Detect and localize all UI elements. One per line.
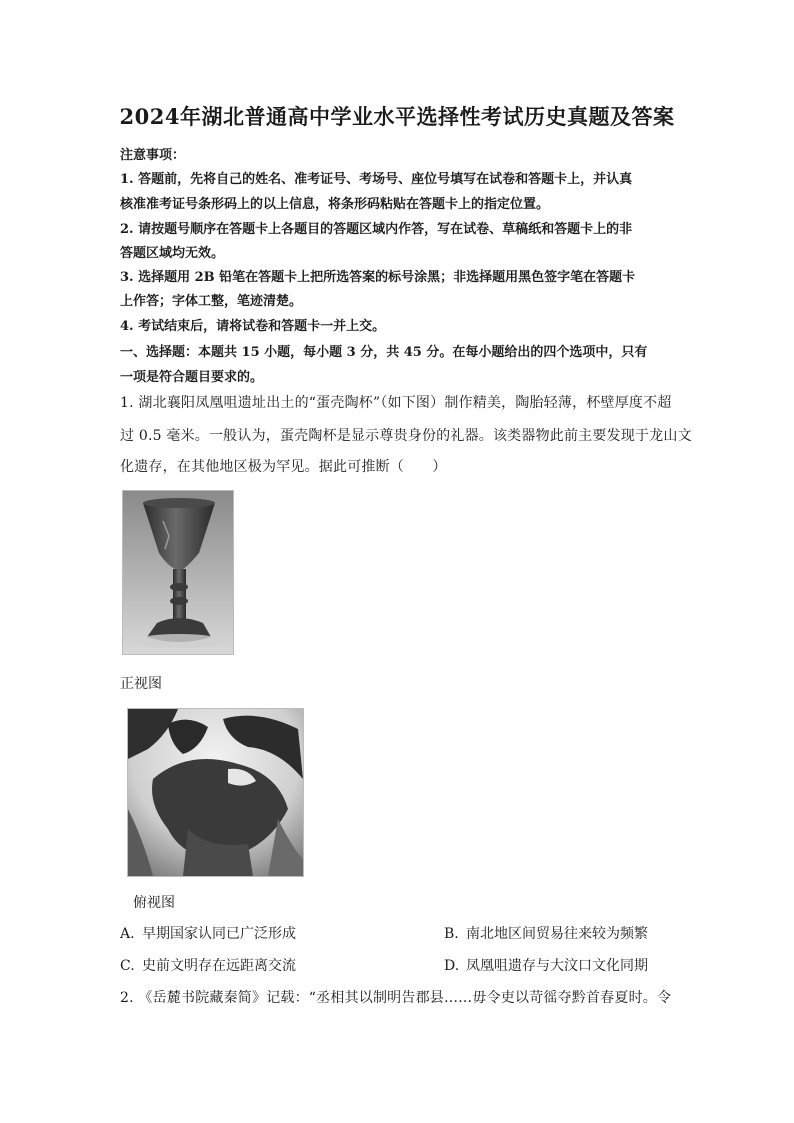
notice-line: 1. 答题前，先将自己的姓名、准考证号、考场号、座位号填写在试卷和答题卡上，并认真 <box>120 172 633 187</box>
top-view-photo <box>127 708 304 877</box>
option-key: A. <box>120 926 135 942</box>
question-1-text: 1. 湖北襄阳凤凰咀遗址出土的“蛋壳陶杯”（如下图）制作精美，陶胎轻薄，杯壁厚度不超 <box>120 395 672 411</box>
notice-line: 2. 请按题号顺序在答题卡上各题目的答题区域内作答，写在试卷、草稿纸和答题卡上的非 <box>120 222 633 237</box>
option-a[interactable] <box>120 923 296 943</box>
notice-line: 答题区域均无效。 <box>120 246 225 261</box>
notice-line: 3. 选择题用 2B 铅笔在答题卡上把所选答案的标号涂黑；非选择题用黑色签字笔在答题卡 <box>120 270 636 285</box>
option-b[interactable] <box>444 923 648 943</box>
cup-front-image <box>123 491 233 654</box>
option-d[interactable] <box>444 955 648 975</box>
question-1-text: 化遗存，在其他地区极为罕见。据此可推断（ ） <box>120 459 447 475</box>
option-key: B. <box>444 926 459 942</box>
option-text: 凤凰咀遗存与大汶口文化同期 <box>466 958 648 974</box>
option-c[interactable] <box>120 955 296 975</box>
option-text: 南北地区间贸易往来较为频繁 <box>466 926 648 942</box>
notice-line: 4. 考试结束后，请将试卷和答题卡一并上交。 <box>120 319 386 334</box>
front-view-caption: 正视图 <box>120 676 162 692</box>
notice-line: 上作答；字体工整，笔迹清楚。 <box>120 294 303 309</box>
top-view-caption: 俯视图 <box>133 895 175 911</box>
section-heading: 一、选择题：本题共 15 小题，每小题 3 分，共 45 分。在每小题给出的四个选项中，只有 <box>120 345 648 360</box>
front-view-photo <box>122 490 234 655</box>
notice-line: 核准准考证号条形码上的以上信息，将条形码粘贴在答题卡上的指定位置。 <box>120 197 550 212</box>
question-2-text: 2. 《岳麓书院藏秦简》记载：“丞相其以制明告郡县……毋令吏以苛徭夺黔首春夏时。令 <box>120 990 672 1006</box>
option-key: C. <box>120 958 135 974</box>
question-1-text: 过 0.5 毫米。一般认为，蛋壳陶杯是显示尊贵身份的礼器。该类器物此前主要发现于龙山文 <box>120 428 692 444</box>
section-heading: 一项是符合题目要求的。 <box>120 370 264 385</box>
page-title: 2024年湖北普通高中学业水平选择性考试历史真题及答案 <box>119 104 675 129</box>
option-text: 早期国家认同已广泛形成 <box>142 926 296 942</box>
option-text: 史前文明存在远距离交流 <box>142 958 296 974</box>
cup-top-image <box>128 709 303 876</box>
option-key: D. <box>444 958 460 974</box>
notice-heading: 注意事项： <box>120 148 186 163</box>
